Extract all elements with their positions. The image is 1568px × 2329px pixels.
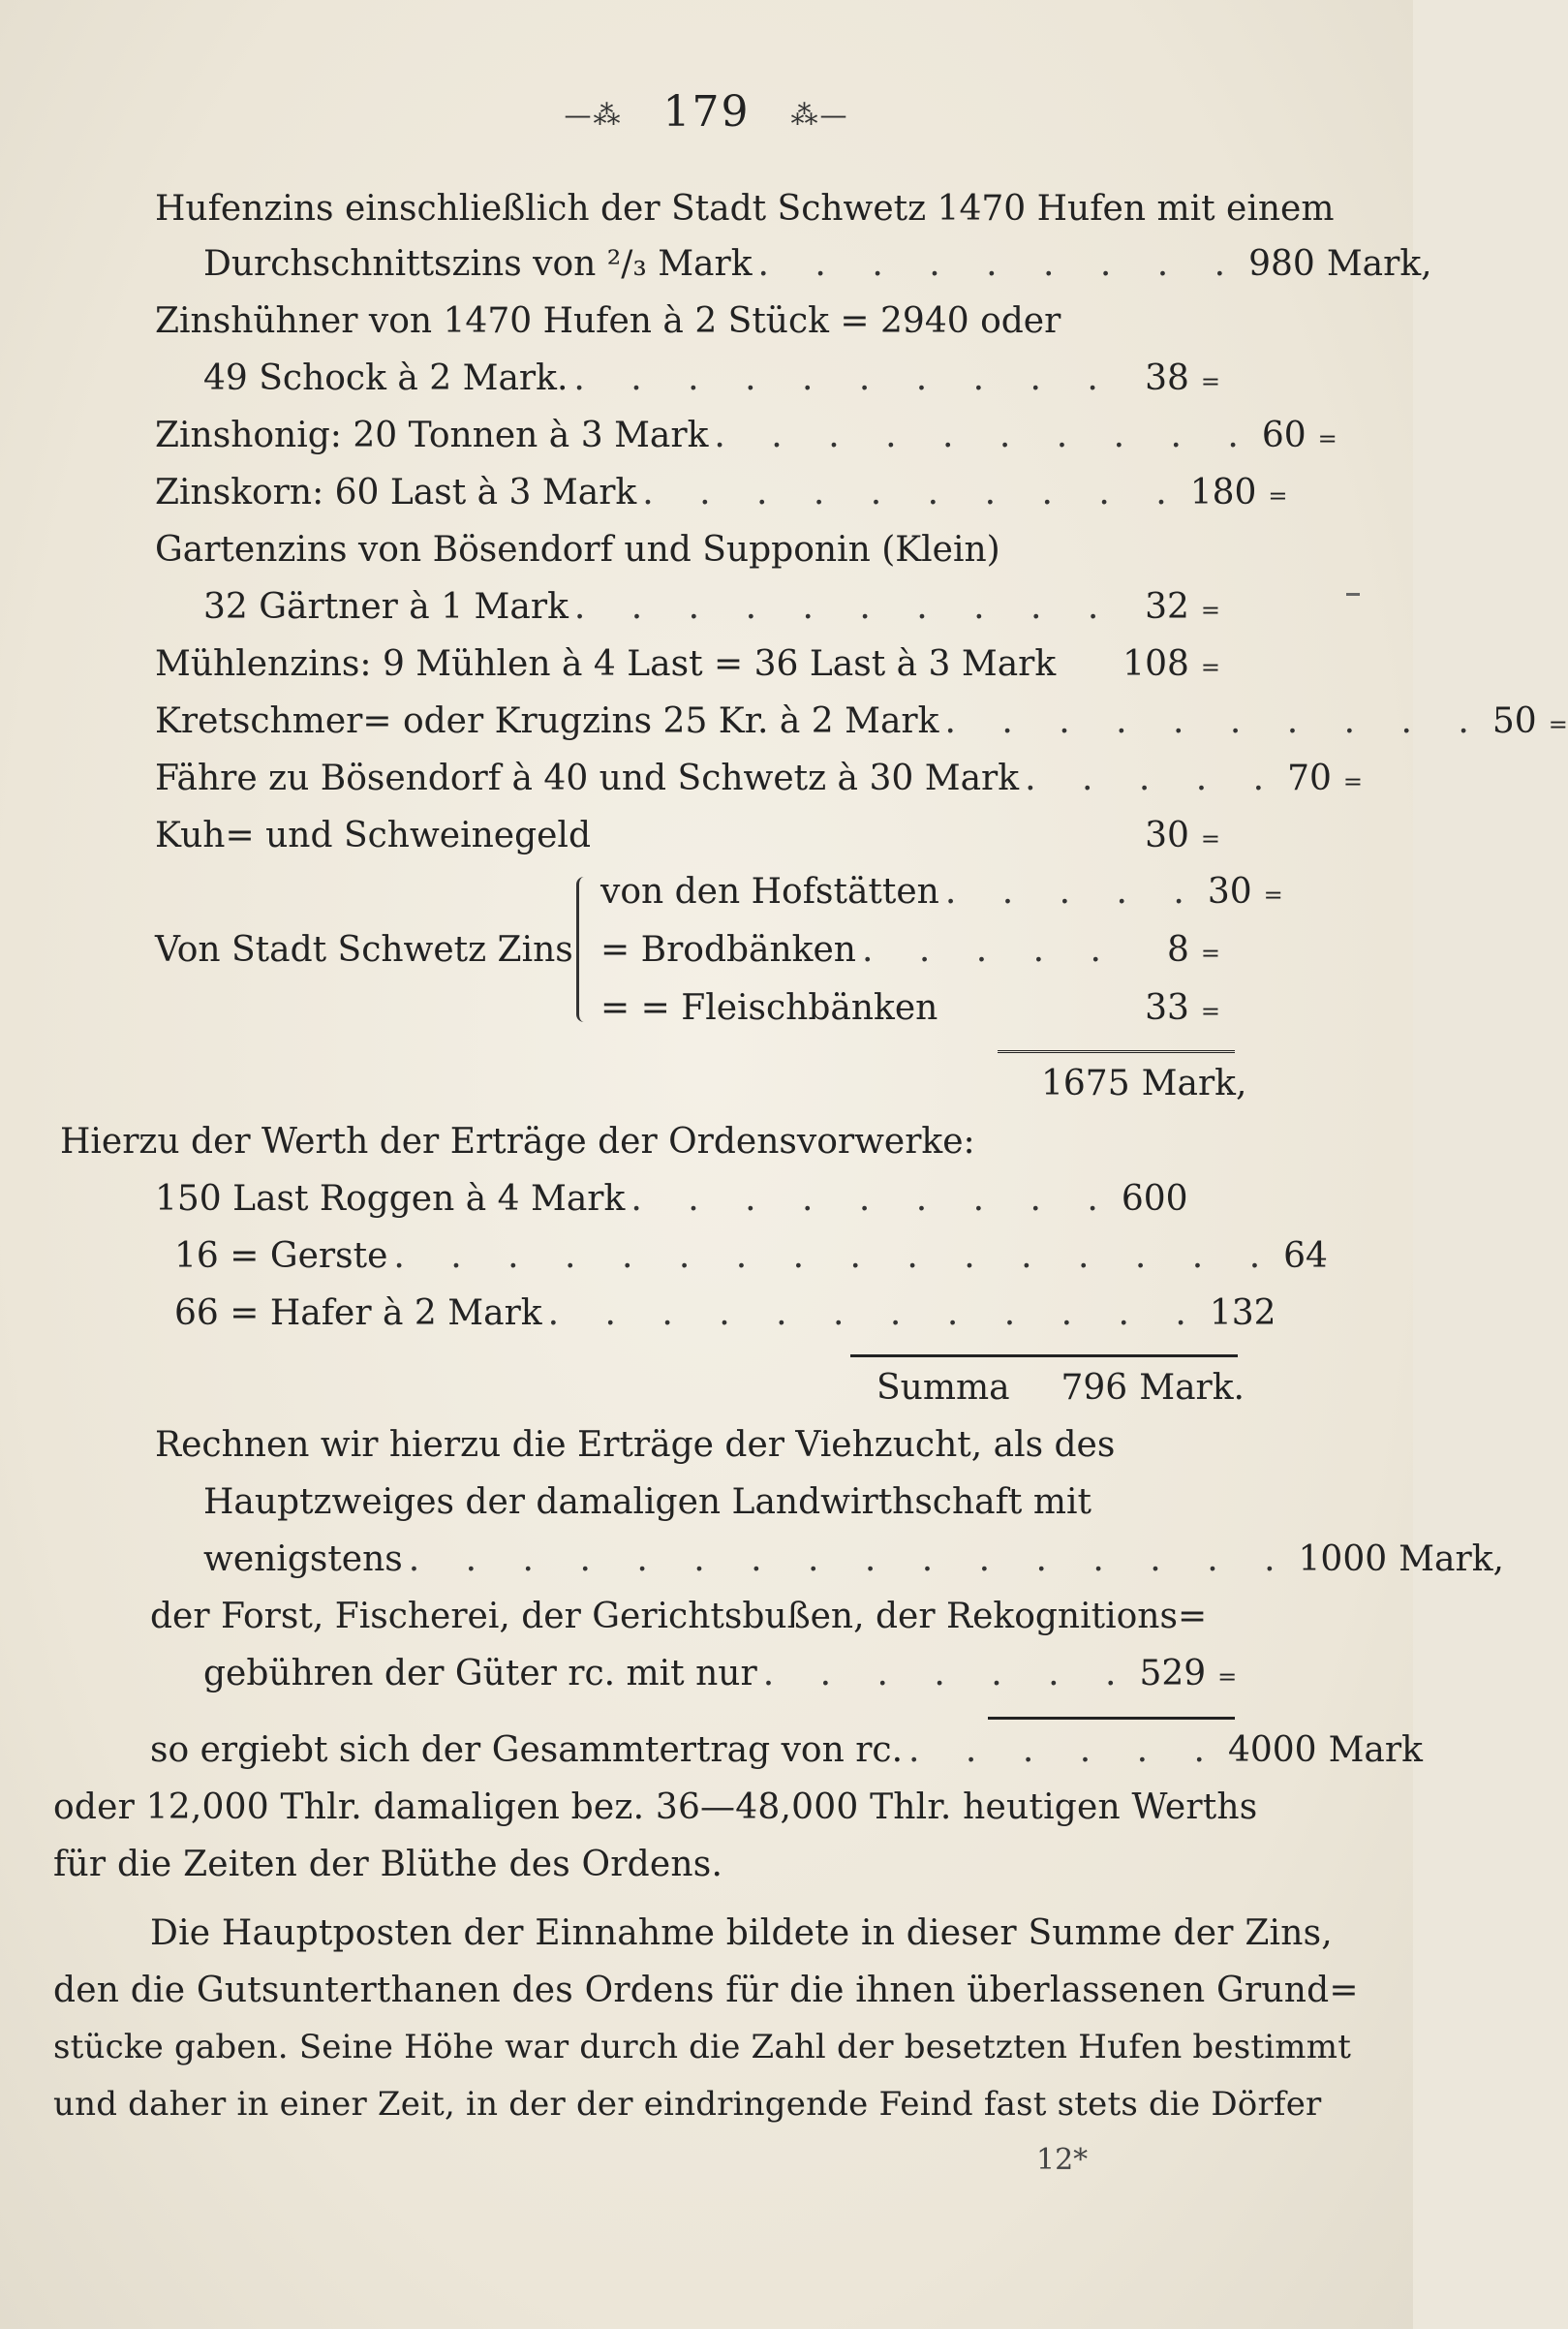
brace-item-row	[600, 988, 1220, 1028]
ledger-row-3	[203, 1654, 1238, 1693]
ledger-value: 60	[1261, 416, 1307, 455]
ledger-value: 38	[1145, 358, 1189, 398]
ledger-value: 32	[1145, 587, 1189, 627]
ledger-row	[155, 301, 1249, 341]
paragraph-line: den die Gutsunterthanen des Ordens für die ihnen überlassenen Grund=	[53, 1971, 1359, 2010]
ledger-row	[155, 701, 1568, 741]
paragraph-line: Die Hauptposten der Einnahme bildete in dieser Summe der Zins,	[150, 1913, 1333, 1953]
ledger-row	[155, 759, 1363, 798]
brace-item-unit: =	[1200, 998, 1220, 1025]
ledger-unit: Mark,	[1326, 244, 1432, 284]
ledger-row	[155, 189, 1335, 229]
ledger-row	[155, 473, 1288, 512]
intro-ordensvorwerke: Hierzu der Werth der Erträge der Ordensvorwerke:	[60, 1122, 975, 1162]
brace-item-value: 33	[1145, 988, 1189, 1028]
sum-rule	[988, 1717, 1235, 1720]
ledger-text: der Forst, Fischerei, der Gerichtsbußen, der Rekognitions=	[150, 1597, 1208, 1636]
ledger-text: Zinshühner von 1470 Hufen à 2 Stück = 2940 oder	[155, 301, 1061, 341]
total-1: 1675 Mark,	[1041, 1064, 1247, 1103]
brace-item-unit: =	[1200, 940, 1220, 967]
ledger-value: 70	[1287, 759, 1332, 798]
margin-tick	[1346, 593, 1360, 596]
ledger-text: Rechnen wir hierzu die Erträge der Viehzucht, als des	[155, 1425, 1116, 1465]
leader-dots: . . . . . . . . . .	[573, 587, 1117, 627]
ledger-value: 1000	[1298, 1539, 1388, 1579]
brace-group-label: Von Stadt Schwetz Zins	[155, 930, 573, 970]
sum-rule	[850, 1354, 1238, 1357]
ledger-text: Hufenzins einschließlich der Stadt Schwetz 1470 Hufen mit einem	[155, 189, 1335, 229]
ledger-text: Fähre zu Bösendorf à 40 und Schwetz à 30 Mark	[155, 759, 1020, 798]
ledger-text: 49 Schock à 2 Mark.	[203, 358, 569, 398]
ledger-unit: =	[1548, 711, 1568, 738]
ledger-value: 132	[1209, 1293, 1276, 1333]
leader-dots: . . . . .	[944, 872, 1202, 912]
ledger-row-3	[155, 1425, 1220, 1465]
total-3: so ergiebt sich der Gesammtertrag von rc. . . . . . . 4000 Mark	[150, 1730, 1423, 1770]
ledger-row-3	[203, 1482, 1220, 1522]
ledger-text: Zinskorn: 60 Last à 3 Mark	[155, 473, 637, 512]
ledger-row-2	[174, 1293, 1276, 1333]
paragraph-line: oder 12,000 Thlr. damaligen bez. 36—48,000 Thlr. heutigen Werths	[53, 1787, 1258, 1827]
paragraph-line: stücke gaben. Seine Höhe war durch die Zahl der besetzten Hufen bestimmt	[53, 2028, 1352, 2066]
ledger-value: 50	[1491, 701, 1537, 741]
ledger-row	[155, 416, 1337, 455]
page-number: 179	[662, 87, 751, 137]
ledger-unit: =	[1317, 425, 1337, 452]
ledger-row	[155, 530, 1220, 570]
ledger-unit: =	[1217, 1663, 1238, 1691]
ledger-text: Kuh= und Schweinegeld	[155, 816, 591, 855]
leader-dots: . . . . . . . . . .	[944, 701, 1487, 741]
signature-mark: 12*	[1036, 2143, 1089, 2177]
total-2: Summa 796 Mark.	[876, 1368, 1245, 1408]
ledger-text: 16 = Gerste	[174, 1236, 388, 1276]
ledger-text: Durchschnittszins von ²/₃ Mark	[203, 244, 753, 284]
ledger-value: 180	[1189, 473, 1257, 512]
ledger-text: 150 Last Roggen à 4 Mark	[155, 1179, 626, 1219]
ledger-unit: Mark,	[1399, 1539, 1504, 1579]
ledger-unit: =	[1200, 368, 1220, 395]
brace-item-row	[600, 872, 1283, 912]
ledger-unit: =	[1342, 768, 1363, 795]
ledger-row	[203, 587, 1220, 627]
leader-dots: . . . . . .	[908, 1730, 1222, 1770]
header-ornament-left: —⁂	[564, 99, 623, 131]
ledger-unit: =	[1200, 654, 1220, 681]
ledger-value: 980	[1248, 244, 1315, 284]
ledger-text: Kretschmer= oder Krugzins 25 Kr. à 2 Mark	[155, 701, 939, 741]
ledger-row	[155, 644, 1220, 684]
ledger-text: Zinshonig: 20 Tonnen à 3 Mark	[155, 416, 709, 455]
ledger-row-2	[155, 1179, 1188, 1219]
brace-item-value: 30	[1207, 872, 1252, 912]
brace-item-value: 8	[1166, 930, 1189, 970]
ledger-row	[203, 358, 1220, 398]
sum-rule	[998, 1050, 1235, 1056]
ledger-text: gebühren der Güter rc. mit nur	[203, 1654, 757, 1693]
leader-dots: . . . . . . . . . .	[573, 358, 1116, 398]
ledger-row-3	[203, 1539, 1504, 1579]
leader-dots: . . . . . . . . .	[757, 244, 1244, 284]
ledger-unit: =	[1200, 597, 1220, 624]
ledger-text: Mühlenzins: 9 Mühlen à 4 Last = 36 Last à 3 Mark	[155, 644, 1057, 684]
ledger-unit: =	[1200, 825, 1220, 853]
ledger-value: 600	[1121, 1179, 1188, 1219]
ledger-row	[155, 816, 1220, 855]
paragraph-line: für die Zeiten der Blüthe des Ordens.	[53, 1845, 723, 1884]
brace-item-unit: =	[1263, 882, 1283, 909]
ledger-row-2	[174, 1236, 1328, 1276]
ledger-value: 108	[1122, 644, 1189, 684]
leader-dots: . . . . . . . . . . . .	[547, 1293, 1204, 1333]
header-ornament-right: ⁂—	[790, 99, 849, 131]
paragraph-line: und daher in einer Zeit, in der der eindringende Feind fast stets die Dörfer	[53, 2085, 1322, 2124]
ledger-text: 66 = Hafer à 2 Mark	[174, 1293, 542, 1333]
page-header	[0, 87, 1413, 137]
curly-brace	[576, 877, 589, 1022]
leader-dots: . . . . . . . . . .	[642, 473, 1184, 512]
leader-dots: . . . . . . . . . . . . . . . .	[408, 1539, 1293, 1579]
ledger-row	[203, 244, 1432, 284]
leader-dots: . . . . . . . . .	[630, 1179, 1116, 1219]
ledger-text: wenigstens	[203, 1539, 403, 1579]
ledger-value: 30	[1145, 816, 1189, 855]
brace-item-text: von den Hofstätten	[600, 872, 939, 912]
ledger-unit: =	[1268, 482, 1288, 510]
leader-dots: . . . . . . . . . . . . . . . .	[393, 1236, 1278, 1276]
ledger-value: 64	[1283, 1236, 1328, 1276]
leader-dots: . . . . .	[862, 930, 1119, 970]
ledger-text: Hauptzweiges der damaligen Landwirthschaft mit	[203, 1482, 1091, 1522]
ledger-text: 32 Gärtner à 1 Mark	[203, 587, 569, 627]
leader-dots: . . . . . . .	[762, 1654, 1134, 1693]
ledger-row-3	[150, 1597, 1245, 1636]
leader-dots: . . . . . . . . . .	[714, 416, 1256, 455]
brace-item-text: = = Fleischbänken	[600, 988, 938, 1028]
leader-dots: . . . . .	[1025, 759, 1282, 798]
brace-item-text: = Brodbänken	[600, 930, 856, 970]
ledger-value: 529	[1139, 1654, 1207, 1693]
ledger-text: Gartenzins von Bösendorf und Supponin (Klein)	[155, 530, 1000, 570]
brace-item-row	[600, 930, 1220, 970]
